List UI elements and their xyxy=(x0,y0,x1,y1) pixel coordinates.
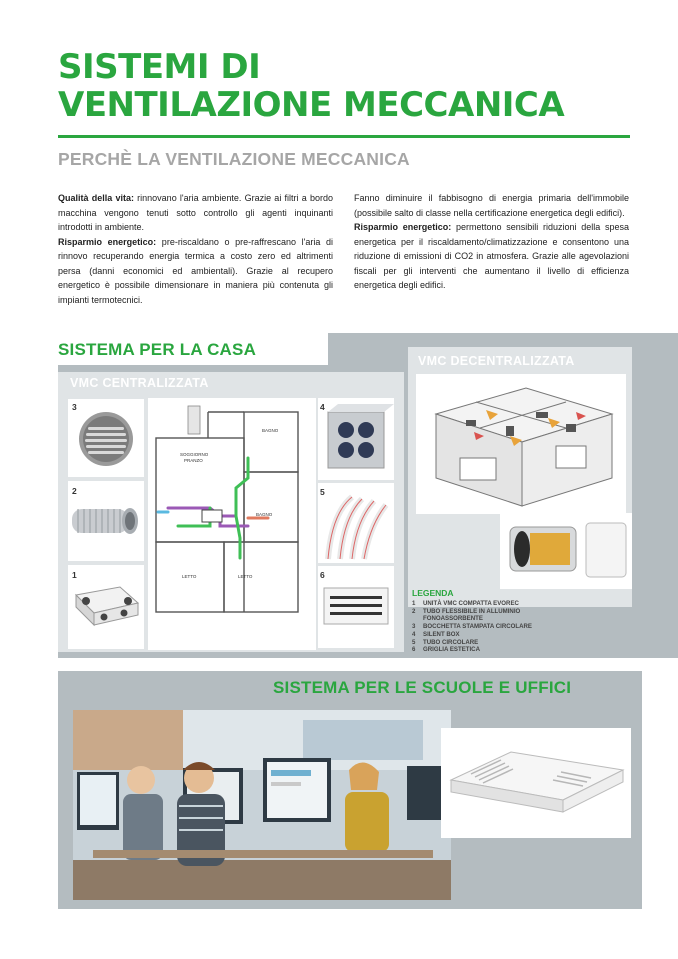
legend-item xyxy=(412,631,612,639)
intro-label: Risparmio energetico: xyxy=(58,236,157,247)
legend-text: FONOASSORBENTE xyxy=(423,615,483,623)
legend-number: 3 xyxy=(412,623,416,631)
intro-text: pre-riscaldano o pre-raffrescano l'aria di rinnovo recuperando energia termica a costo zero ed altrimenti persa (danni economici ed ambientali). Grazie al recupero energetico è possibile dimensionare in maniera più contenuta gli impianti termotecnici. xyxy=(58,236,333,305)
page-title xyxy=(58,48,638,124)
title-rule xyxy=(58,135,630,138)
ceiling-unit-image xyxy=(441,728,631,838)
intro-label: Risparmio energetico: xyxy=(354,222,452,232)
intro-text: rinnovano l'aria ambiente. Grazie ai filtri a bordo macchina vengono tenuti sotto controllo gli agenti inquinanti introdotti in ambiente. xyxy=(58,193,333,232)
house-3d-illustration xyxy=(416,374,626,514)
thumb-number: 2 xyxy=(72,486,77,496)
thumb-number: 5 xyxy=(320,487,325,497)
legend-item xyxy=(412,615,612,623)
room-label: BAGNO xyxy=(262,428,279,433)
section-subtitle: PERCHÈ LA VENTILAZIONE MECCANICA xyxy=(58,149,410,169)
casa-heading: SISTEMA PER LA CASA xyxy=(58,340,257,359)
intro-label: Qualità della vita: xyxy=(58,193,134,203)
room-label: SOGGIORNO xyxy=(180,452,209,457)
legend-item xyxy=(412,623,612,631)
intro-paragraph xyxy=(58,235,333,308)
intro-column-right xyxy=(354,191,629,293)
legend-number: 1 xyxy=(412,600,416,607)
product-image-grille xyxy=(318,566,394,648)
legend-number: 2 xyxy=(412,607,416,615)
product-image-flex-duct xyxy=(68,481,144,561)
scuole-heading: SISTEMA PER LE SCUOLE E UFFICI xyxy=(273,678,572,697)
legend xyxy=(412,588,612,654)
intro-paragraph xyxy=(58,191,333,235)
legend-text: TUBO CIRCOLARE xyxy=(423,638,479,646)
product-image-vmc-unit xyxy=(68,565,144,649)
intro-text: permettono sensibili riduzioni della spesa energetica per il riscaldamento/climatizzazione e consentono una riduzione di emissioni di CO2 in atmosfera. Grazie alle agevolazioni fiscali per gli interventi che aumentano il livello di efficienza energetica degli edifici. xyxy=(354,222,630,290)
legend-item xyxy=(412,608,612,616)
legend-item xyxy=(412,646,612,654)
room-label: PRANZO xyxy=(184,458,203,463)
legend-item xyxy=(412,639,612,647)
intro-text: Fanno diminuire il fabbisogno di energia primaria dell'immobile (possibile salto di classe nella certificazione energetica degli edifici). xyxy=(354,193,629,218)
classroom-photo xyxy=(73,710,451,900)
vmc-centralizzata-label: VMC CENTRALIZZATA xyxy=(70,376,209,390)
vmc-decentralizzata-label: VMC DECENTRALIZZATA xyxy=(418,354,575,368)
intro-column-left xyxy=(58,191,333,307)
legend-number: 4 xyxy=(412,630,416,638)
decentralized-unit-image xyxy=(500,513,632,589)
room-label: LETTO xyxy=(238,574,253,579)
legend-item xyxy=(412,600,612,608)
product-image-circular-tube xyxy=(318,483,394,563)
legend-text: SILENT BOX xyxy=(423,630,460,638)
thumb-number: 3 xyxy=(72,402,77,412)
thumb-number: 6 xyxy=(320,570,325,580)
legend-text: TUBO FLESSIBILE IN ALLUMINIO xyxy=(423,607,521,615)
thumb-number: 4 xyxy=(320,402,325,412)
product-image-silent-box xyxy=(318,398,394,480)
room-label: LETTO xyxy=(182,574,197,579)
title-line-2: VENTILAZIONE MECCANICA xyxy=(58,85,565,125)
floor-plan xyxy=(148,398,316,650)
title-line-1: SISTEMI DI xyxy=(58,47,261,87)
legend-title: LEGENDA xyxy=(412,588,454,598)
product-image-round-vent xyxy=(68,399,144,477)
legend-text: GRIGLIA ESTETICA xyxy=(423,646,480,654)
room-label: BAGNO xyxy=(256,512,273,517)
thumb-number: 1 xyxy=(72,570,77,580)
intro-paragraph xyxy=(354,220,629,293)
intro-paragraph xyxy=(354,191,629,220)
legend-number: 6 xyxy=(412,646,416,654)
legend-number: 5 xyxy=(412,638,416,646)
legend-text: UNITÀ VMC COMPATTA EVOREC xyxy=(423,600,519,607)
legend-text: BOCCHETTA STAMPATA CIRCOLARE xyxy=(423,623,532,631)
